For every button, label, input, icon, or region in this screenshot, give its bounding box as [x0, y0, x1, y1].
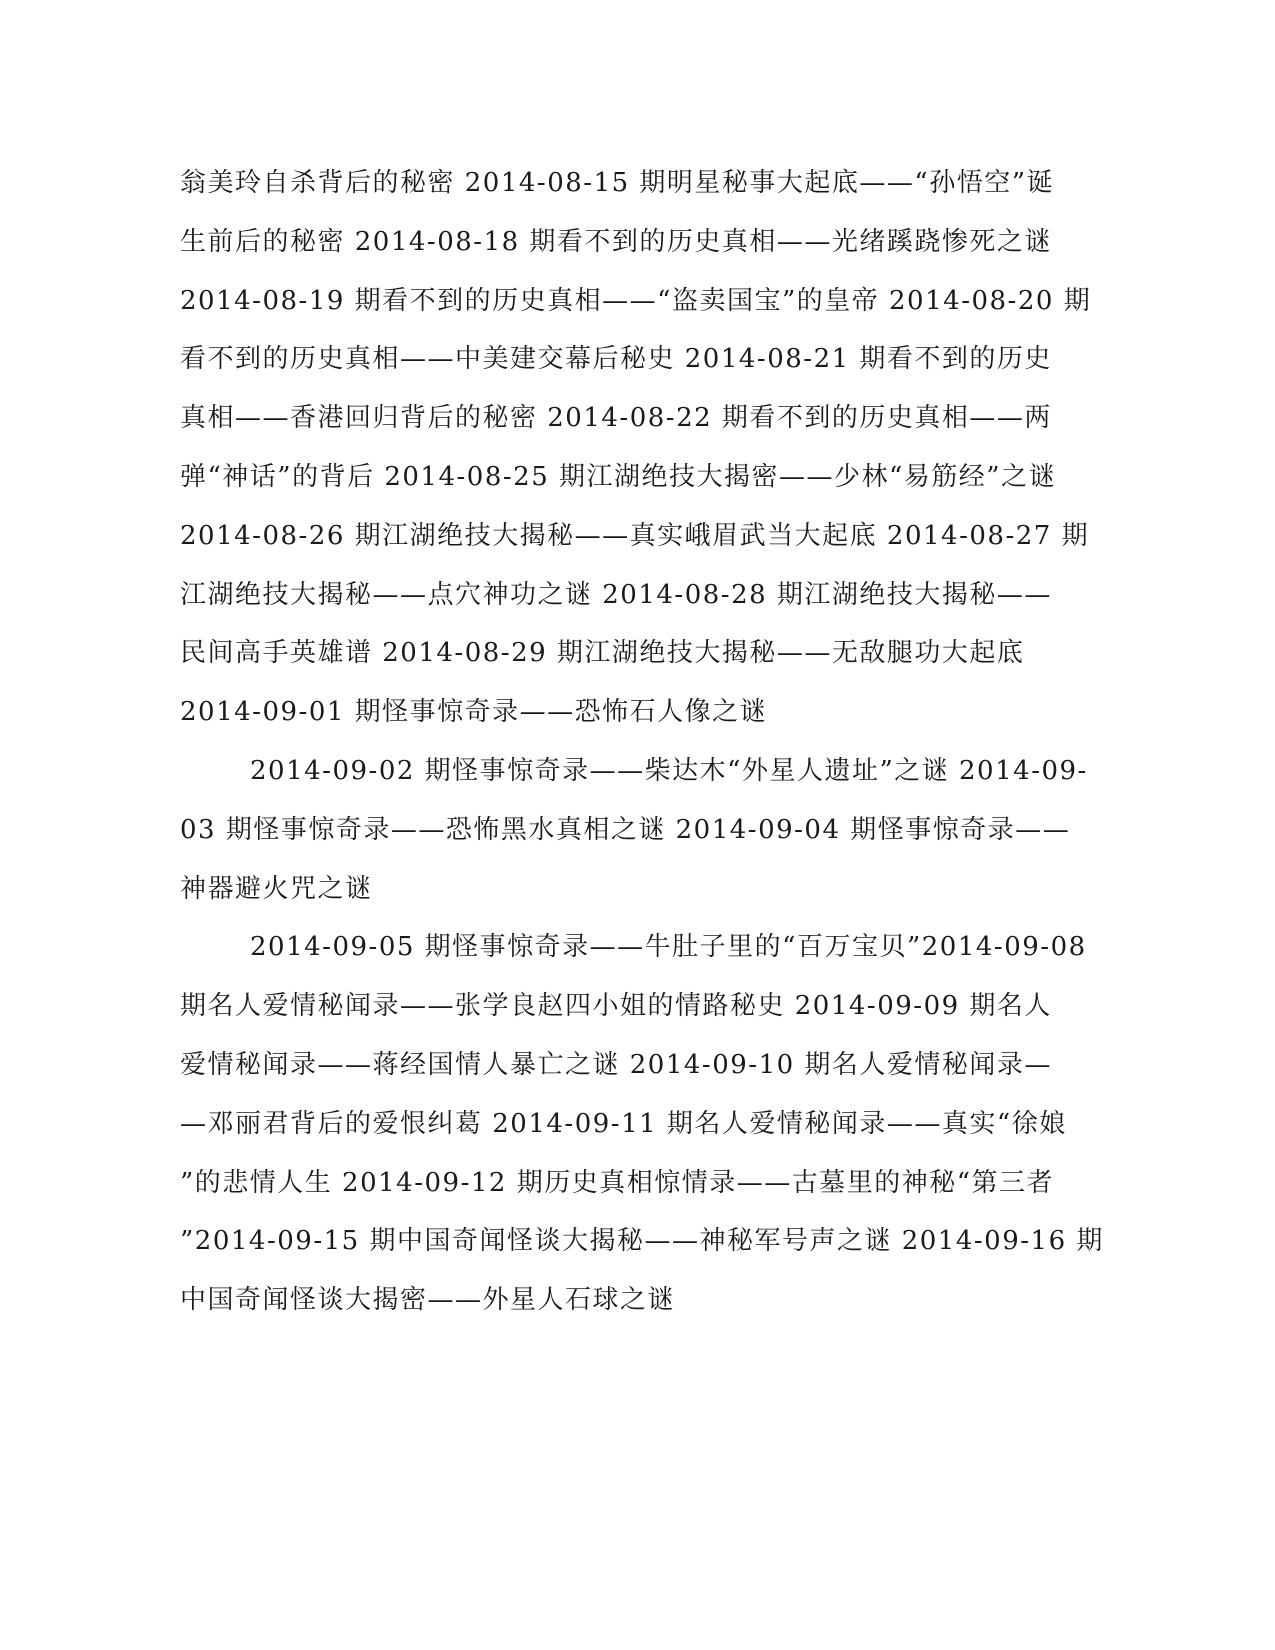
text-line: 2014-09-02 期怪事惊奇录——柴达木“外星人遗址”之谜 2014-09-: [250, 755, 1088, 786]
text-line: 看不到的历史真相——中美建交幕后秘史 2014-08-21 期看不到的历史: [180, 344, 1052, 375]
text-line: 2014-09-01 期怪事惊奇录——恐怖石人像之谜: [180, 697, 768, 728]
text-line: 翁美玲自杀背后的秘密 2014-08-15 期明星秘事大起底——“孙悟空”诞: [180, 168, 1055, 198]
text-line: 03 期怪事惊奇录——恐怖黑水真相之谜 2014-09-04 期怪事惊奇录——: [180, 814, 1071, 845]
text-line: 中国奇闻怪谈大揭密——外星人石球之谜: [180, 1285, 676, 1316]
text-line: —邓丽君背后的爱恨纠葛 2014-09-11 期名人爱情秘闻录——真实“徐娘: [180, 1108, 1067, 1139]
text-line: 江湖绝技大揭秘——点穴神功之谜 2014-08-28 期江湖绝技大揭秘——: [180, 579, 1052, 610]
document-body: [180, 154, 1104, 1330]
text-line: 弹“神话”的背后 2014-08-25 期江湖绝技大揭密——少林“易筋经”之谜: [180, 461, 1057, 492]
paragraph-3: [180, 918, 1104, 1330]
text-line: 爱情秘闻录——蒋经国情人暴亡之谜 2014-09-10 期名人爱情秘闻录—: [180, 1049, 1052, 1080]
text-line: 民间高手英雄谱 2014-08-29 期江湖绝技大揭秘——无敌腿功大起底: [180, 638, 1025, 669]
text-line: 2014-08-19 期看不到的历史真相——“盗卖国宝”的皇帝 2014-08-20 期: [180, 285, 1092, 316]
text-line: 期名人爱情秘闻录——张学良赵四小姐的情路秘史 2014-09-09 期名人: [180, 991, 1052, 1022]
text-line: 2014-09-05 期怪事惊奇录——牛肚子里的“百万宝贝”2014-09-08: [250, 932, 1087, 963]
paragraph-2: [180, 742, 1088, 918]
text-line: ”的悲情人生 2014-09-12 期历史真相惊情录——古墓里的神秘“第三者: [180, 1167, 1055, 1198]
text-line: 生前后的秘密 2014-08-18 期看不到的历史真相——光绪蹊跷惨死之谜: [180, 226, 1052, 257]
text-line: 神器避火咒之谜: [180, 873, 373, 904]
paragraph-1: [180, 154, 1092, 742]
text-line: 2014-08-26 期江湖绝技大揭秘——真实峨眉武当大起底 2014-08-27 期: [180, 520, 1090, 551]
text-line: 真相——香港回归背后的秘密 2014-08-22 期看不到的历史真相——两: [180, 403, 1052, 434]
text-line: ”2014-09-15 期中国奇闻怪谈大揭秘——神秘军号声之谜 2014-09-16 期: [180, 1226, 1104, 1257]
